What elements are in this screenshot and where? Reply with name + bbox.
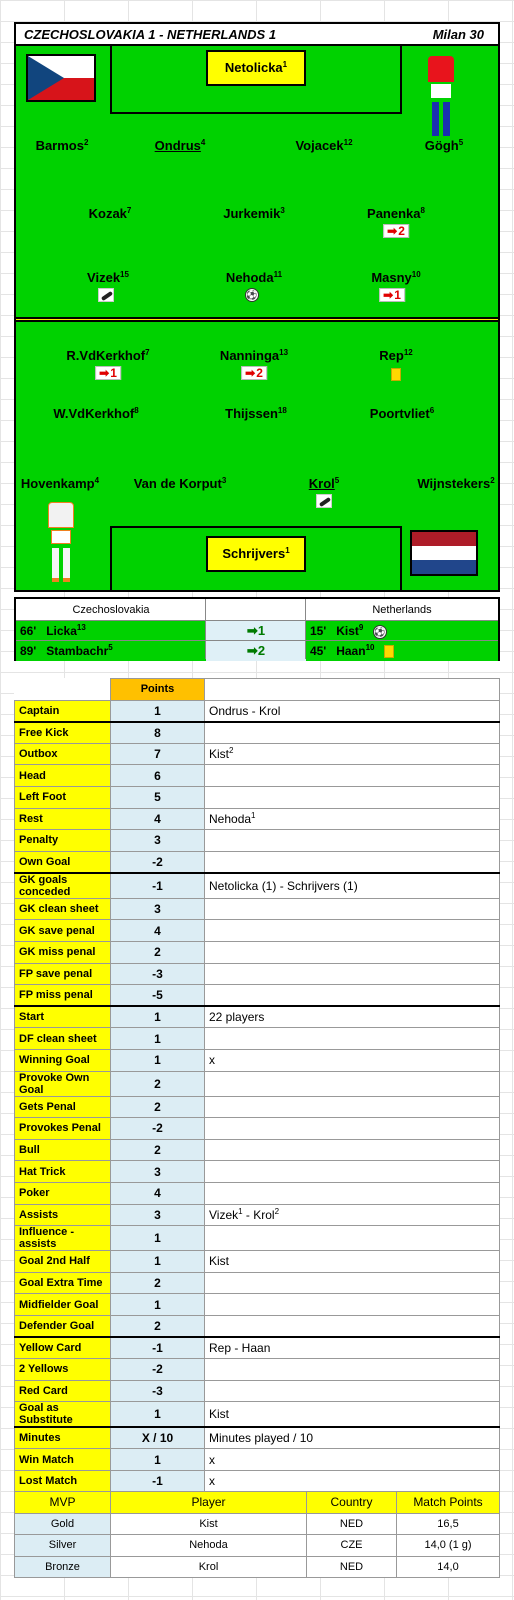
rule-label: Lost Match [15,1471,111,1493]
rule-label: Head [15,765,111,787]
rule-points: 3 [111,830,205,852]
rule-points: -1 [111,1337,205,1359]
points-row [15,1139,500,1161]
points-row [15,1315,500,1337]
points-row [15,1006,500,1028]
rule-note [205,1380,500,1402]
points-row [15,1380,500,1402]
rule-label: Bull [15,1139,111,1161]
mvp-header-row [15,1492,500,1514]
points-row [15,873,500,899]
mvp-player: Krol [111,1556,307,1578]
rule-points: -3 [111,1380,205,1402]
assist-boot-icon [316,494,332,508]
points-row [15,1096,500,1118]
rule-label: 2 Yellows [15,1359,111,1381]
player-vizek: Vizek$^{15}$ [87,270,129,285]
rule-label: Provoke Own Goal [15,1071,111,1096]
points-row [15,963,500,985]
rule-note: Minutes played / 10 [205,1427,500,1449]
rule-note [205,1161,500,1183]
rule-note: x [205,1471,500,1493]
rule-points: -2 [111,1118,205,1140]
points-row [15,1272,500,1294]
points-row [15,1337,500,1359]
points-row [15,1226,500,1251]
points-row [15,1359,500,1381]
points-row [15,722,500,744]
points-row [15,1471,500,1493]
rule-note [205,942,500,964]
rule-note [205,1071,500,1096]
rule-points: -1 [111,1471,205,1493]
halfway-line [16,317,498,322]
player-r-vdkerkhof: R.VdKerkhof$^7$ [66,348,150,363]
rule-points: 2 [111,1272,205,1294]
player-poortvliet: Poortvliet$^6$ [369,406,435,421]
blank-cell [15,679,111,701]
player-name: Schrijvers [222,546,286,561]
rule-note [205,765,500,787]
points-row [15,1118,500,1140]
rule-note: Nehoda$^1$ [205,808,500,830]
mvp-header: MVP [15,1492,111,1514]
points-header: Points [111,679,205,701]
rule-points: 1 [111,1251,205,1273]
mvp-row-bronze [15,1556,500,1578]
points-table [14,678,500,1493]
points-row [15,1402,500,1428]
rule-note: Kist [205,1402,500,1428]
rule-label: Goal Extra Time [15,1272,111,1294]
points-row [15,1449,500,1471]
mvp-table [14,1491,500,1578]
player-vojacek: Vojacek$^{12}$ [295,138,353,153]
rule-note [205,1118,500,1140]
netherlands-kit-icon [44,498,78,586]
points-row [15,1071,500,1096]
player-w-vdkerkhof: W.VdKerkhof$^8$ [53,406,139,421]
player-rep: Rep$^{12}$ [379,348,413,363]
yellow-card-icon [391,368,401,381]
rule-points: 2 [111,1139,205,1161]
rule-label: DF clean sheet [15,1028,111,1050]
rule-label: Captain [15,700,111,722]
mvp-country: NED [307,1556,397,1578]
rule-label: Gets Penal [15,1096,111,1118]
rule-points: 5 [111,786,205,808]
points-row [15,1182,500,1204]
match-title: CZECHOSLOVAKIA 1 - NETHERLANDS 1 [24,27,277,42]
rule-label: Midfielder Goal [15,1294,111,1316]
points-row [15,1028,500,1050]
medal-label: Silver [15,1535,111,1557]
rule-label: Minutes [15,1427,111,1449]
rule-points: 2 [111,1315,205,1337]
rule-points: 2 [111,1096,205,1118]
rule-label: Influence - assists [15,1226,111,1251]
player-ondrus: Ondrus$^4$ [154,138,206,153]
points-row [15,1251,500,1273]
rule-note [205,1096,500,1118]
player-header: Player [111,1492,307,1514]
rule-note: 22 players [205,1006,500,1028]
rule-label: Win Match [15,1449,111,1471]
player-krol: Krol$^5$ [308,476,340,491]
mvp-points: 16,5 [397,1513,500,1535]
rule-points: -2 [111,851,205,873]
rule-label: GK miss penal [15,942,111,964]
rule-note [205,963,500,985]
rule-label: GK save penal [15,920,111,942]
points-row [15,851,500,873]
rule-points: 4 [111,1182,205,1204]
rule-label: Outbox [15,743,111,765]
rule-note [205,1182,500,1204]
match-venue: Milan 30 [432,27,484,42]
rule-points: 1 [111,1449,205,1471]
mvp-row-gold [15,1513,500,1535]
rule-points: 3 [111,1204,205,1226]
team-left-header: Czechoslovakia [72,604,150,616]
mvp-row-silver [15,1535,500,1557]
rule-points: 8 [111,722,205,744]
rule-label: Own Goal [15,851,111,873]
points-row [15,830,500,852]
rule-points: -5 [111,985,205,1007]
rule-points: 6 [111,765,205,787]
rule-points: 2 [111,1071,205,1096]
sub-out-marker: ➡ 2 [383,224,409,238]
rule-note: x [205,1449,500,1471]
player-hovenkamp: Hovenkamp$^4$ [20,476,100,491]
points-row [15,1050,500,1072]
rule-note [205,1272,500,1294]
player-thijssen: Thijssen$^{18}$ [225,406,287,421]
points-row [15,942,500,964]
rule-label: Poker [15,1182,111,1204]
rule-points: 1 [111,1006,205,1028]
rule-note [205,1359,500,1381]
rule-label: GK goals conceded [15,873,111,899]
sub-row: 66' Licka$^{13}$ ➡1 15' Kist$^9$ ⚽ [16,621,498,641]
rule-label: Assists [15,1204,111,1226]
player-barmos: Barmos$^2$ [35,138,89,153]
rule-label: Provokes Penal [15,1118,111,1140]
goalkeeper-top [206,50,306,86]
yellow-card-icon [384,645,394,658]
points-row [15,808,500,830]
mvp-points: 14,0 [397,1556,500,1578]
rule-points: -3 [111,963,205,985]
netherlands-flag-icon [410,530,478,576]
player-name: Netolicka [224,60,283,75]
rule-points: -1 [111,873,205,899]
rule-label: Goal as Substitute [15,1402,111,1428]
player-gogh: Gögh$^5$ [424,138,464,153]
rule-label: Left Foot [15,786,111,808]
points-row [15,1427,500,1449]
points-header-row [15,679,500,701]
sub-out-marker: ➡ 1 [379,288,405,302]
sub-out-marker: ➡ 2 [241,366,267,380]
czechoslovakia-kit-icon [424,52,458,140]
rule-points: 1 [111,1226,205,1251]
points-row [15,898,500,920]
rule-points: 1 [111,1402,205,1428]
rule-note: Kist$^2$ [205,743,500,765]
rule-note [205,1226,500,1251]
rule-label: Red Card [15,1380,111,1402]
arrow-right-icon: ➡ [245,366,256,380]
goal-ball-icon: ⚽ [374,626,386,637]
rule-points: 1 [111,1294,205,1316]
player-panenka: Panenka$^8$ [367,206,425,221]
points-row [15,985,500,1007]
rule-note [205,1028,500,1050]
mvp-player: Kist [111,1513,307,1535]
rule-label: Free Kick [15,722,111,744]
rule-note: Rep - Haan [205,1337,500,1359]
rule-note [205,920,500,942]
arrow-right-icon: ➡ [246,643,258,658]
rule-note: Vizek$^1$ - Krol$^2$ [205,1204,500,1226]
goalkeeper-bottom [206,536,306,572]
rule-note: Ondrus - Krol [205,700,500,722]
rule-note [205,851,500,873]
rule-points: 7 [111,743,205,765]
rule-label: GK clean sheet [15,898,111,920]
rule-label: FP miss penal [15,985,111,1007]
rule-note: Netolicka (1) - Schrijvers (1) [205,873,500,899]
rule-label: Goal 2nd Half [15,1251,111,1273]
rule-points: 1 [111,1050,205,1072]
rule-label: Hat Trick [15,1161,111,1183]
arrow-right-icon: ➡ [387,224,398,238]
points-row [15,743,500,765]
rule-points: -2 [111,1359,205,1381]
medal-label: Gold [15,1513,111,1535]
arrow-right-icon: ➡ [383,288,394,302]
rule-label: Penalty [15,830,111,852]
points-row [15,920,500,942]
player-masny: Masny$^{10}$ [371,270,421,285]
country-header: Country [307,1492,397,1514]
rule-note [205,1315,500,1337]
player-kozak: Kozak$^7$ [88,206,132,221]
rule-note [205,722,500,744]
rule-points: 4 [111,920,205,942]
points-row [15,1294,500,1316]
team-right-header: Netherlands [372,604,432,616]
arrow-right-icon: ➡ [246,623,258,638]
player-jurkemik: Jurkemik$^3$ [223,206,285,221]
rule-points: 1 [111,1028,205,1050]
goal-ball-icon: ⚽ [246,290,258,300]
mvp-country: NED [307,1513,397,1535]
rule-note: Kist [205,1251,500,1273]
player-wijnstekers: Wijnstekers$^2$ [417,476,495,491]
arrow-right-icon: ➡ [99,366,110,380]
rule-label: Rest [15,808,111,830]
points-row [15,1204,500,1226]
assist-boot-icon [98,288,114,302]
sub-out-marker: ➡ 1 [95,366,121,380]
rule-points: 2 [111,942,205,964]
points-row [15,1161,500,1183]
match-title-bar [16,24,498,46]
rule-label: Start [15,1006,111,1028]
mvp-player: Nehoda [111,1535,307,1557]
points-row [15,700,500,722]
rule-note [205,830,500,852]
mvp-country: CZE [307,1535,397,1557]
rule-points: 3 [111,898,205,920]
rule-label: Yellow Card [15,1337,111,1359]
rule-points: X / 10 [111,1427,205,1449]
player-number: 1 [282,60,288,69]
rule-points: 1 [111,700,205,722]
rule-points: 4 [111,808,205,830]
pitch [14,22,500,592]
rule-label: Winning Goal [15,1050,111,1072]
rule-label: Defender Goal [15,1315,111,1337]
player-number: 1 [285,546,290,555]
points-row [15,765,500,787]
rule-note [205,786,500,808]
medal-label: Bronze [15,1556,111,1578]
sub-row: 89' Stambachr$^5$ ➡2 45' Haan$^{10}$ [16,641,498,661]
mvp-points: 14,0 (1 g) [397,1535,500,1557]
rule-note [205,898,500,920]
rule-label: FP save penal [15,963,111,985]
rule-note [205,985,500,1007]
czechoslovakia-flag-icon [26,54,96,102]
substitutions-table [14,597,500,661]
rule-points: 3 [111,1161,205,1183]
points-row [15,786,500,808]
player-van-de-korput: Van de Korput$^3$ [133,476,227,491]
blank-cell [205,679,500,701]
player-nanninga: Nanninga$^{13}$ [219,348,289,363]
player-nehoda: Nehoda$^{11}$ [225,270,283,285]
match-points-header: Match Points [397,1492,500,1514]
rule-note [205,1294,500,1316]
rule-note: x [205,1050,500,1072]
rule-note [205,1139,500,1161]
